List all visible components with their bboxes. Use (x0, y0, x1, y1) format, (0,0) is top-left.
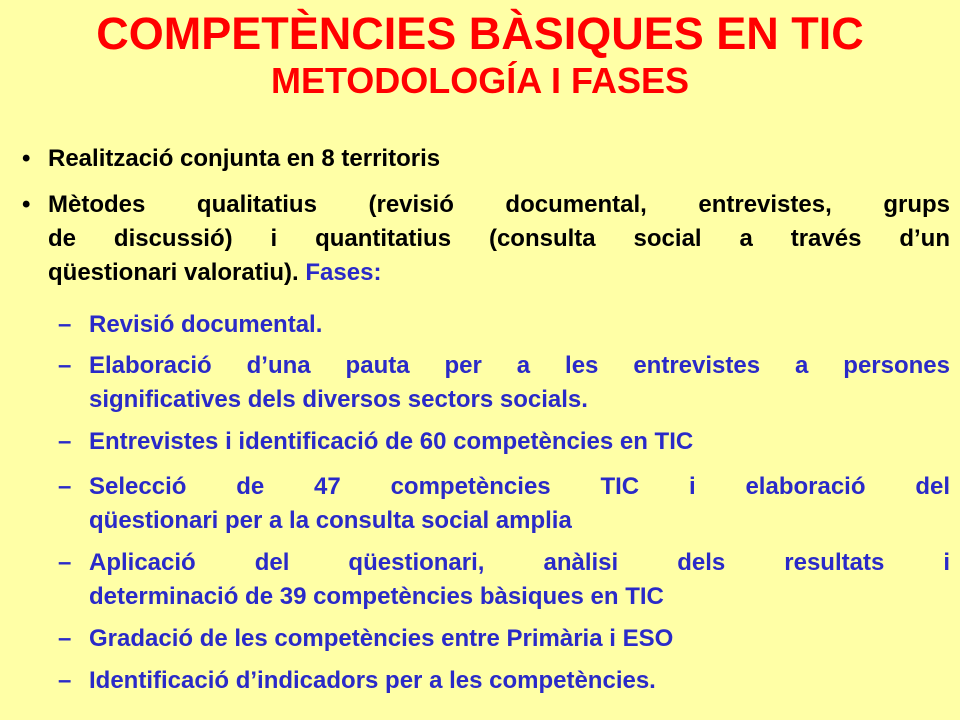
phases-label: Fases: (305, 259, 382, 286)
phase-text: Revisió documental. (89, 311, 323, 338)
phase-marker: – (58, 549, 72, 576)
phase-marker: – (58, 311, 72, 338)
slide-subtitle: METODOLOGÍA I FASES (270, 60, 690, 101)
bullet-marker: • (22, 191, 31, 218)
phase-text: Selecció de 47 competències TIC i elaboració del (89, 473, 950, 500)
phase-text: significatives dels diversos sectors socials. (89, 386, 588, 413)
phase-marker: – (58, 625, 72, 652)
phase-marker: – (58, 667, 72, 694)
phase-text: determinació de 39 competències bàsiques en TIC (89, 583, 664, 610)
phase-text: Entrevistes i identificació de 60 competències en TIC (89, 428, 694, 455)
bullet-marker: • (22, 145, 31, 172)
bullet-text-line-end: qüestionari valoratiu). (48, 259, 299, 286)
bullet-text-line (48, 256, 950, 290)
bullet-text: Realització conjunta en 8 territoris (48, 145, 441, 172)
phase-text: Elaboració d’una pauta per a les entrevistes a persones (89, 352, 950, 379)
slide-title: COMPETÈNCIES BÀSIQUES EN TIC (96, 8, 864, 59)
phase-marker: – (58, 473, 72, 500)
phase-marker: – (58, 352, 72, 379)
phase-text: Gradació de les competències entre Primària i ESO (89, 625, 674, 652)
bullet-text-line: Mètodes qualitatius (revisió documental, entrevistes, grups (48, 191, 950, 218)
phase-text: qüestionari per a la consulta social amplia (89, 507, 572, 534)
phase-marker: – (58, 428, 72, 455)
bullet-text-line: de discussió) i quantitatius (consulta social a través d’un (48, 225, 950, 252)
slide-title-block (0, 8, 960, 102)
phase-text: Identificació d’indicadors per a les competències. (89, 667, 656, 694)
phase-text: Aplicació del qüestionari, anàlisi dels resultats i (89, 549, 950, 576)
